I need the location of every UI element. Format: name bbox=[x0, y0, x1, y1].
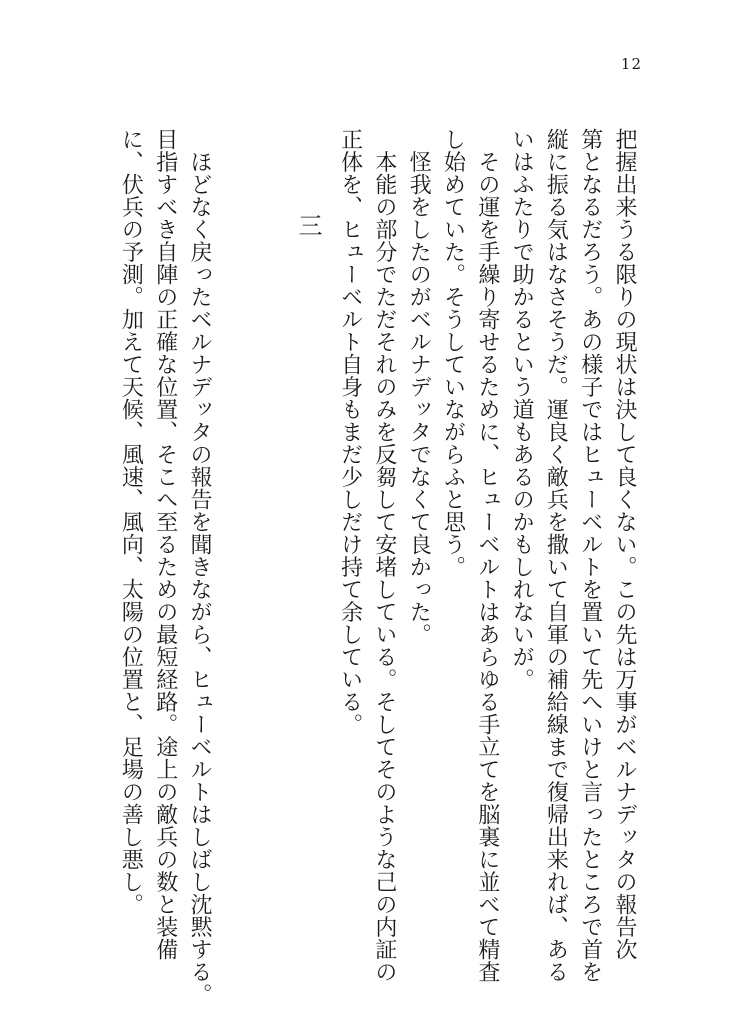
text-line: いはふたりで助かるという道もあるのかもしれないが。 bbox=[509, 128, 535, 691]
text-line: 第となるだろう。あの様子ではヒューベルトを置いて先へいけと言ったところで首を bbox=[577, 128, 603, 983]
page-number: 12 bbox=[620, 55, 642, 73]
text-line: 本能の部分でただそれのみを反芻して安堵している。そしてそのような己の内証の bbox=[371, 128, 397, 983]
section-heading: 三 bbox=[294, 213, 322, 237]
text-line: 把握出来うる限りの現状は決して良くない。この先は万事がベルナデッタの報告次 bbox=[612, 128, 637, 961]
text-line: その運を手繰り寄せるために、ヒューベルトはあらゆる手立てを脳裏に並べて精査 bbox=[474, 128, 500, 983]
text-line: に、伏兵の予測。加えて天候、風速、風向、太陽の位置と、足場の善し悪し。 bbox=[118, 128, 144, 916]
text-line: 目指すべき自陣の正確な位置、そこへ至るための最短経路。途上の敵兵の数と装備 bbox=[152, 128, 178, 961]
text-line: 怪我をしたのがベルナデッタでなくて良かった。 bbox=[406, 128, 432, 646]
body-text-section-2 bbox=[118, 128, 216, 1006]
body-text-section-1 bbox=[337, 128, 641, 983]
text-line: 縦に振る気はなさそうだ。運良く敵兵を撒いて自軍の補給線まで復帰出来れば、ある bbox=[543, 128, 569, 983]
text-line: 正体を、ヒューベルト自身もまだ少しだけ持て余している。 bbox=[337, 128, 363, 736]
text-line: ほどなく戻ったベルナデッタの報告を聞きながら、ヒューベルトはしばし沈黙する。 bbox=[187, 128, 212, 1006]
text-line: し始めていた。そうしていながらふと思う。 bbox=[440, 128, 466, 578]
